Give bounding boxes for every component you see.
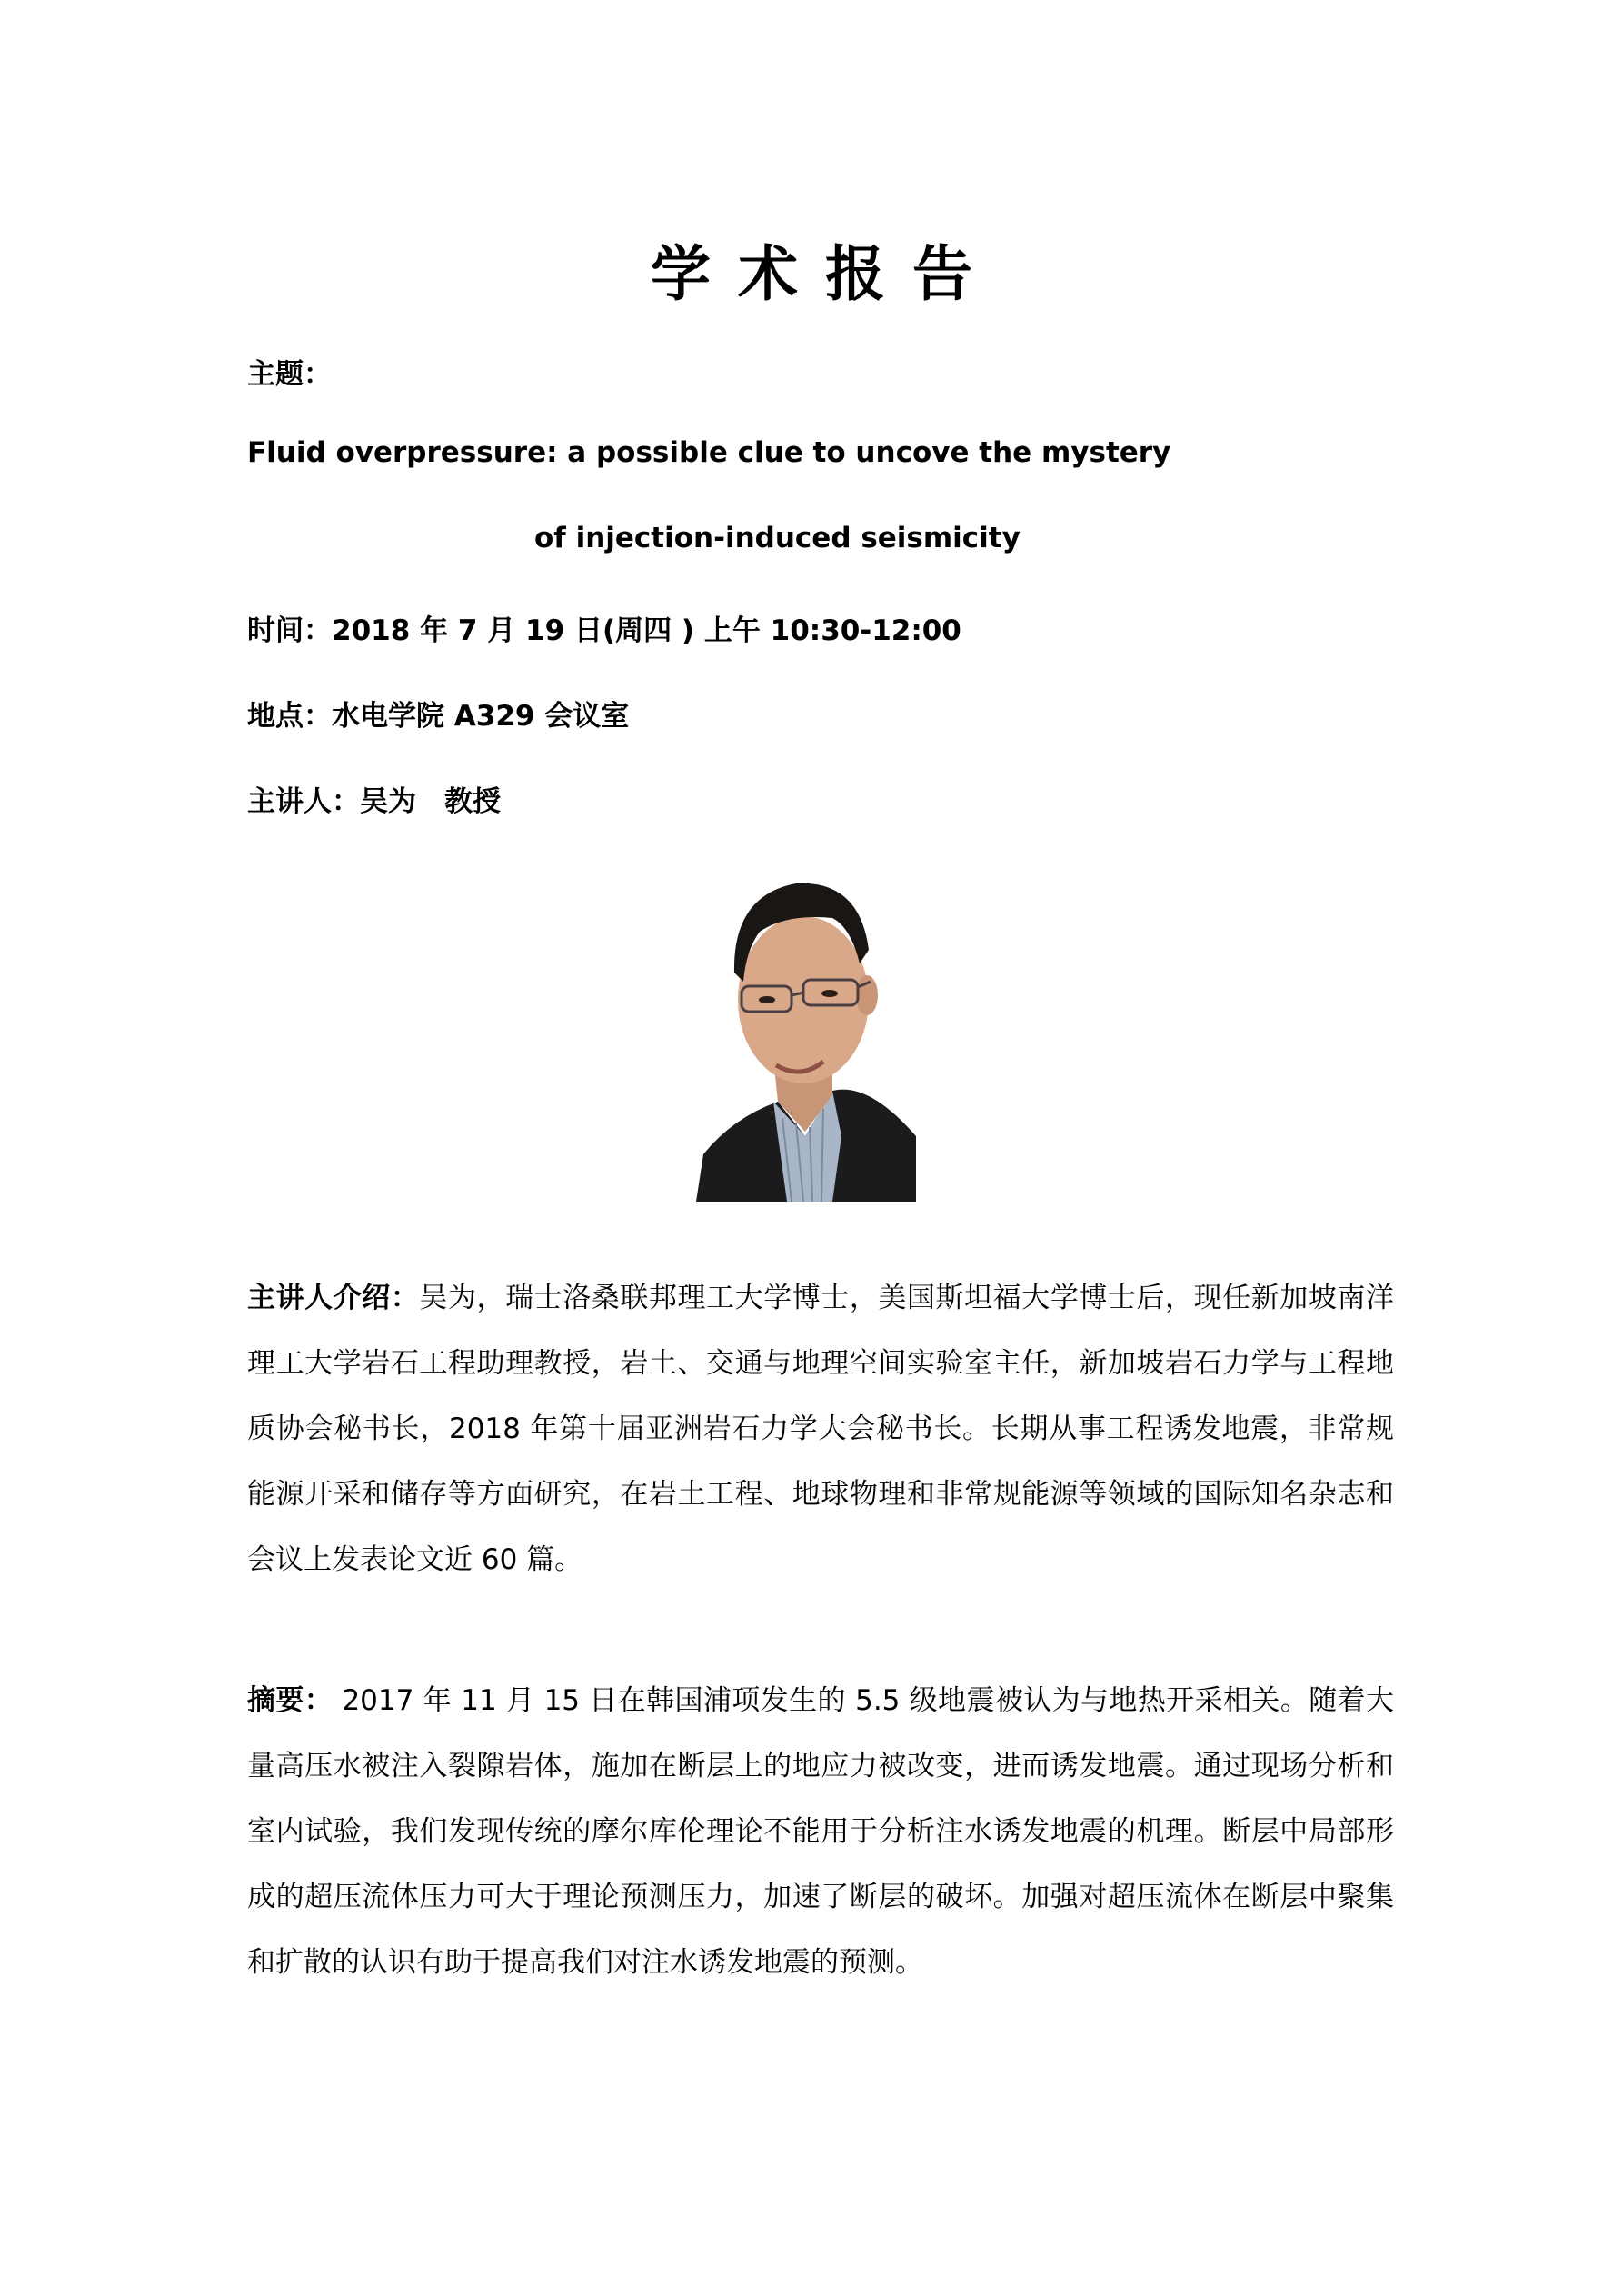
abstract-label: 摘要：: [247, 1684, 334, 1717]
talk-time: 时间：2018 年 7 月 19 日(周四 ) 上午 10:30-12:00: [247, 614, 961, 647]
talk-speaker: 主讲人：吴为 教授: [247, 785, 501, 818]
talk-location: 地点：水电学院 A329 会议室: [247, 700, 630, 733]
page-title: 学术报告: [651, 239, 1000, 309]
talk-title-line-2: of injection-induced seismicity: [534, 522, 1021, 554]
talk-title-line-1: Fluid overpressure: a possible clue to uncove the mystery: [247, 436, 1171, 469]
topic-label: 主题：: [247, 358, 332, 391]
speaker-bio: [247, 1265, 1394, 1592]
abstract: [247, 1668, 1394, 1995]
speaker-bio-text: 吴为，瑞士洛桑联邦理工大学博士，美国斯坦福大学博士后，现任新加坡南洋理工大学岩石工程助理教授，岩土、交通与地理空间实验室主任，新加坡岩石力学与工程地质协会秘书长，2018 年第十届亚洲岩石力学大会秘书长。长期从事工程诱发地震，非常规能源开采和储存等方面研究，在岩土工程、地球物理和非常规能源等领域的国际知名杂志和会议上发表论文近 60 篇。: [247, 1282, 1395, 1576]
speaker-photo: [696, 863, 916, 1202]
speaker-bio-label: 主讲人介绍：: [247, 1282, 420, 1314]
abstract-text: 2017 年 11 月 15 日在韩国浦项发生的 5.5 级地震被认为与地热开采相关。随着大量高压水被注入裂隙岩体，施加在断层上的地应力被改变，进而诱发地震。通过现场分析和室内试验，我们发现传统的摩尔库伦理论不能用于分析注水诱发地震的机理。断层中局部形成的超压流体压力可大于理论预测压力，加速了断层的破坏。加强对超压流体在断层中聚集和扩散的认识有助于提高我们对注水诱发地震的预测。: [247, 1684, 1395, 1979]
